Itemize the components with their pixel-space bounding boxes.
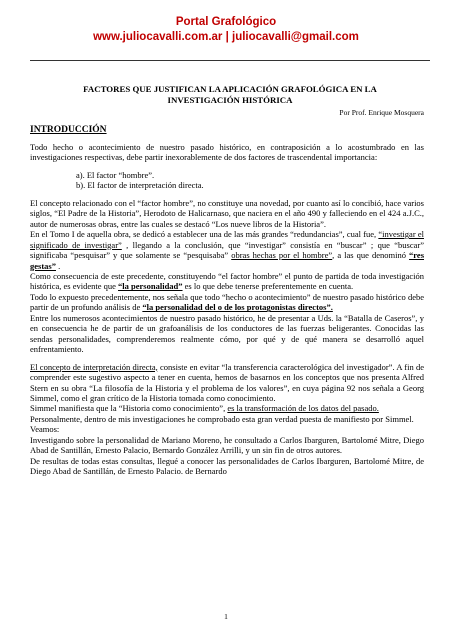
paragraph-tomo bbox=[30, 229, 424, 271]
paragraph-veamos: Veamos: bbox=[30, 424, 60, 435]
text-segment: Simmel manifiesta que la “Historia como conocimiento”, bbox=[30, 403, 228, 414]
list-item-b: b). El factor de interpretación directa. bbox=[76, 180, 204, 191]
text-segment: , a las que denominó bbox=[332, 250, 410, 261]
paragraph-herodoto: El concepto relacionado con el “factor hombre”, no constituye una novedad, por cuanto así lo concibió, hace varios siglos, “El Padre de la Historia”, Herodoto de Halicarnaso, que naciera en el año 490 y falleciendo en el 424 a.J.C., autor de numerosas obras, entre las cuales se destacó “Los nueve libros de la Historia”. bbox=[30, 197, 424, 229]
portal-title: Portal Grafológico bbox=[175, 16, 277, 28]
header-divider bbox=[30, 60, 430, 61]
list-item-a: a). El factor “hombre”. bbox=[76, 169, 155, 180]
underlined-phrase: es la transformación de los datos del pasado. bbox=[227, 403, 379, 414]
text-segment: . bbox=[55, 260, 61, 271]
paragraph-intro: Todo hecho o acontecimiento de nuestro pasado histórico, en contraposición a lo acostumbrado en las investigaciones respectivas, debe partir inexorablemente de dos factores de trascendental importancia: bbox=[30, 142, 424, 163]
text-segment: consiste en evitar “la transferencia caracterológica del investigador”. A fin de comprender este sugestivo aspecto a tener en cuenta, hemos de basarnos en los conceptos que nos presenta Alfred Stern en su obra “La filosofía de la Historia y el problema de los valores”, en cuya página 92 nos señala a Georg Simmel, como el gran crítico de la Historia tomada como conocimiento. bbox=[30, 361, 425, 403]
text-segment: , llegando a la conclusión, que “investigar” consistía en “buscar” ; que “buscar” significaba “pesquisar” y que solamente se “pesquisaba” bbox=[30, 239, 424, 261]
paragraph-interpretacion bbox=[30, 362, 424, 404]
emphasis-phrase: “la personalidad” bbox=[118, 281, 183, 292]
text-segment: es lo que debe tenerse preferentemente en cuenta. bbox=[182, 281, 354, 292]
document-title: FACTORES QUE JUSTIFICAN LA APLICACIÓN GRAFOLÓGICA EN LA INVESTIGACIÓN HISTÓRICA bbox=[83, 84, 377, 105]
document-body bbox=[30, 142, 424, 477]
paragraph-expuesto bbox=[30, 292, 424, 313]
author-line: Por Prof. Enrique Mosquera bbox=[339, 108, 424, 117]
paragraph-caseros: Entre los numerosos acontecimientos de nuestro pasado histórico, he de presentar a Uds. la “Batalla de Caseros”, y en consecuencia he de partir de un grafoanálisis de los conductores de las fuerzas beligerantes. Conocidas las sendas personalidades, comprenderemos realmente cómo, por qué y de qué manera se desarrolló aquel enfrentamiento. bbox=[30, 312, 424, 355]
page-number: 1 bbox=[224, 612, 228, 621]
paragraph-personalidad bbox=[30, 271, 424, 292]
text-segment: Como consecuencia de este precedente, constituyendo “el factor hombre” el punto de partida de toda investigación histórica, es evidente que bbox=[30, 270, 424, 292]
paragraph-moreno: Investigando sobre la personalidad de Mariano Moreno, he consultado a Carlos Ibarguren, Bartolomé Mitre, Diego Abad de Santillán, Ernesto Palacio, Bernardo González Arrilli, y un sin fin de otros autores. bbox=[30, 434, 424, 456]
underlined-phrase: “investigar el significado de investigar” bbox=[30, 229, 424, 250]
text-segment: Todo lo expuesto precedentemente, nos señala que todo “hecho o acontecimiento” de nuestro pasado histórico debe partir de un profundo análisis de bbox=[30, 291, 424, 313]
paragraph-simmel bbox=[30, 403, 424, 413]
paragraph-consultas: De resultas de todas estas consultas, llegué a conocer las personalidades de Carlos Ibarguren, Bartolomé Mitre, de Diego Abad de Santillán, de Ernesto Palacio. de Bernardo bbox=[30, 455, 424, 477]
emphasis-phrase: “res gestas” bbox=[30, 250, 424, 271]
text-segment: En el Tomo I de aquella obra, se dedicó a establecer una de las más grandes “redundancias”, cual fue, bbox=[30, 229, 379, 240]
portal-links[interactable]: www.juliocavalli.com.ar | juliocavalli@gmail.com bbox=[93, 31, 359, 43]
section-heading: INTRODUCCIÓN bbox=[30, 125, 107, 135]
underlined-phrase: obras hechas por el hombre” bbox=[231, 250, 333, 261]
emphasis-phrase: “la personalidad del o de los protagonistas directos”. bbox=[142, 302, 333, 313]
paragraph-personalmente: Personalmente, dentro de mis investigaciones he comprobado esta gran verdad puesta de manifiesto por Simmel. bbox=[30, 413, 414, 424]
underlined-phrase: El concepto de interpretación directa, bbox=[30, 361, 158, 372]
